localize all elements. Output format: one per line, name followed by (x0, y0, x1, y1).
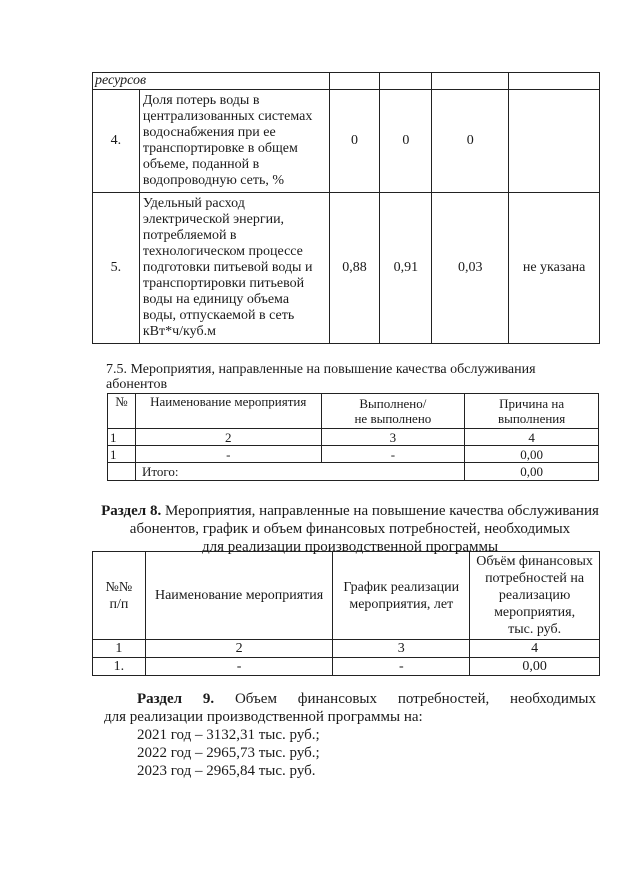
value-cell: 0 (329, 90, 380, 193)
row-number: 5. (93, 193, 140, 344)
header-schedule: График реализации мероприятия, лет (333, 552, 470, 640)
year-line: 2022 год – 2965,73 тыс. руб.; (137, 745, 320, 761)
desc-line: транспортировке в общем (142, 141, 298, 156)
header-name: Наименование мероприятия (135, 394, 321, 429)
desc-line: Доля потерь воды в (142, 93, 260, 108)
table-cell: - (145, 658, 333, 676)
table-cell: 3 (333, 640, 470, 658)
table-cell: 2 (145, 640, 333, 658)
service-measures-table (107, 393, 599, 481)
total-row (108, 463, 599, 481)
year-line: 2023 год – 2965,84 тыс. руб. (137, 763, 316, 779)
indicator-description (139, 193, 329, 344)
header-num: № (108, 394, 136, 429)
table-cell: 1 (108, 429, 136, 446)
section-8-label: Раздел 8. (101, 503, 162, 519)
header-name: Наименование мероприятия (145, 552, 333, 640)
table-cell (93, 73, 330, 90)
section-75-title: 7.5. Мероприятия, направленные на повышение качества обслуживания (106, 362, 536, 377)
table-cell: 4 (465, 429, 599, 446)
table-row (93, 73, 600, 90)
header-done: Выполнено/ не выполнено (321, 394, 465, 429)
year-line: 2021 год – 3132,31 тыс. руб.; (137, 727, 320, 743)
desc-line: водопроводную сеть, % (142, 173, 285, 188)
indicators-table (92, 72, 600, 344)
section-9-title: Раздел 9. Объем финансовых потребностей, необходимых (137, 691, 596, 707)
finance-measures-table (92, 551, 600, 676)
header-num: №№ п/п (93, 552, 146, 640)
value-cell: 0,91 (380, 193, 432, 344)
desc-line: технологическом процессе (142, 244, 303, 259)
table-row (93, 90, 600, 193)
desc-line: подготовки питьевой воды и (142, 260, 313, 275)
table-row (93, 658, 600, 676)
header-volume: Объём финансовых потребностей на реализацию мероприятия, тыс. руб. (470, 552, 600, 640)
table-cell: - (135, 446, 321, 463)
header-fragment: ресурсов (95, 73, 147, 88)
total-value: 0,00 (465, 463, 599, 481)
table-cell: - (321, 446, 465, 463)
value-cell: 0,03 (432, 193, 509, 344)
desc-line: Удельный расход (142, 196, 245, 211)
table-cell: 1. (93, 658, 146, 676)
desc-line: воды, отпускаемой в сеть (142, 308, 295, 323)
indicator-description (139, 90, 329, 193)
table-cell: 4 (470, 640, 600, 658)
table-cell: 3 (321, 429, 465, 446)
table-row (108, 446, 599, 463)
desc-line: потребляемой в (142, 228, 237, 243)
table-cell: 0,00 (470, 658, 600, 676)
desc-line: электрической энергии, (142, 212, 285, 227)
table-row (93, 193, 600, 344)
desc-line: воды на единицу объема (142, 292, 290, 307)
table-cell: 1 (93, 640, 146, 658)
desc-line: объеме, поданной в (142, 157, 260, 172)
value-cell: не указана (509, 193, 600, 344)
table-cell: 2 (135, 429, 321, 446)
section-75-title-cont: абонентов (106, 377, 168, 392)
section-9-title-cont: для реализации производственной программы на: (104, 709, 423, 725)
desc-line: кВт*ч/куб.м (142, 324, 216, 339)
row-number: 4. (93, 90, 140, 193)
header-reason: Причина на выполнения (465, 394, 599, 429)
table-cell: 0,00 (465, 446, 599, 463)
desc-line: водоснабжения при ее (142, 125, 276, 140)
table-header-row (108, 394, 599, 429)
table-cell: - (333, 658, 470, 676)
total-label: Итого: (135, 463, 464, 481)
section-8-heading: Раздел 8. Мероприятия, направленные на повышение качества обслуживания абонентов, график и объем финансовых потребностей, необходимых для реализации производственной программы (101, 503, 599, 555)
desc-line: централизованных системах (142, 109, 313, 124)
table-header-row (93, 552, 600, 640)
value-cell: 0 (380, 90, 432, 193)
value-cell: 0,88 (329, 193, 380, 344)
value-cell (509, 90, 600, 193)
desc-line: транспортировки питьевой (142, 276, 305, 291)
table-cell: 1 (108, 446, 136, 463)
value-cell: 0 (432, 90, 509, 193)
table-row (108, 429, 599, 446)
table-row (93, 640, 600, 658)
section-9 (104, 690, 596, 780)
